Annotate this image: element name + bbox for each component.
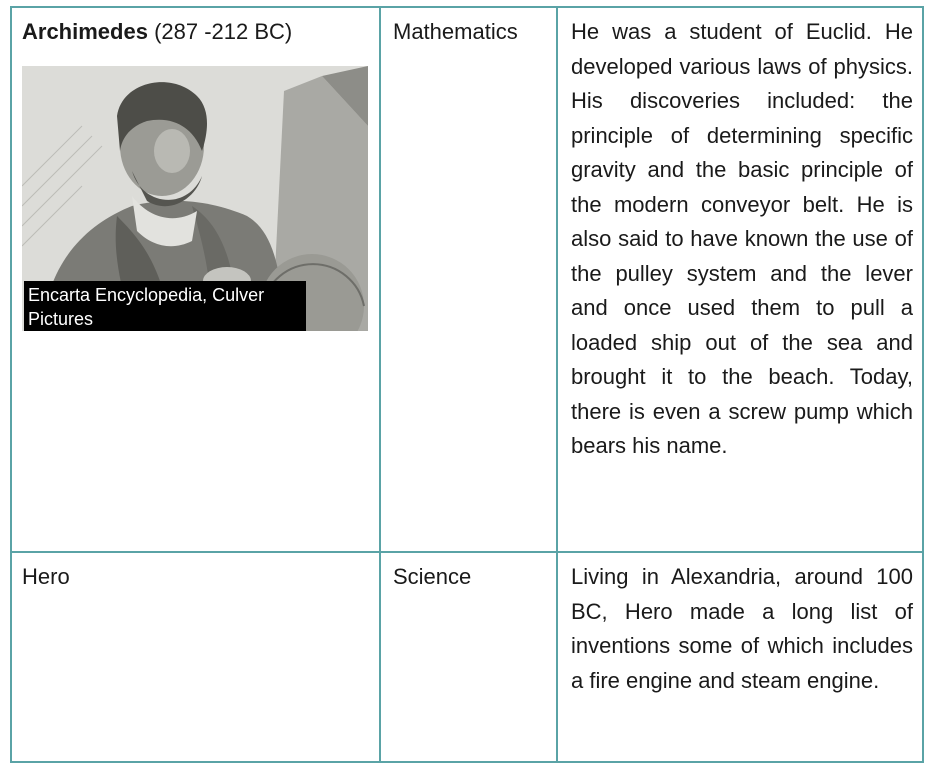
field-label: Mathematics bbox=[393, 19, 518, 44]
image-caption: Encarta Encyclopedia, Culver Pictures bbox=[24, 281, 306, 331]
field-cell bbox=[393, 560, 553, 595]
row-divider bbox=[10, 551, 924, 553]
inventor-dates: (287 -212 BC) bbox=[147, 19, 293, 44]
field-label: Science bbox=[393, 564, 472, 589]
name-cell bbox=[22, 15, 374, 50]
description-text: Living in Alexandria, around 100 BC, Hero made a long list of inventions some of which includes a fire engine and steam engine. bbox=[571, 564, 913, 693]
table-border-right bbox=[922, 6, 924, 763]
archimedes-portrait-image bbox=[22, 66, 368, 331]
description-text: He was a student of Euclid. He developed various laws of physics. His discoveries included: the principle of determining specific gravity and the basic principle of the modern conveyor belt. He is also said to have known the use of the pulley system and the lever and once used them to pull a loaded ship out of the sea and brought it to the beach. Today, there is even a screw pump which bears his name. bbox=[571, 19, 913, 458]
table-border-top bbox=[10, 6, 924, 8]
field-cell bbox=[393, 15, 553, 50]
inventor-name: Hero bbox=[22, 564, 70, 589]
description-cell bbox=[571, 560, 913, 698]
table-border-left bbox=[10, 6, 12, 763]
description-cell bbox=[571, 15, 913, 464]
name-cell bbox=[22, 560, 374, 595]
column-divider-1 bbox=[379, 6, 381, 763]
table-border-bottom bbox=[10, 761, 924, 763]
column-divider-2 bbox=[556, 6, 558, 763]
inventor-name: Archimedes bbox=[22, 19, 148, 44]
inventors-table bbox=[10, 6, 924, 763]
